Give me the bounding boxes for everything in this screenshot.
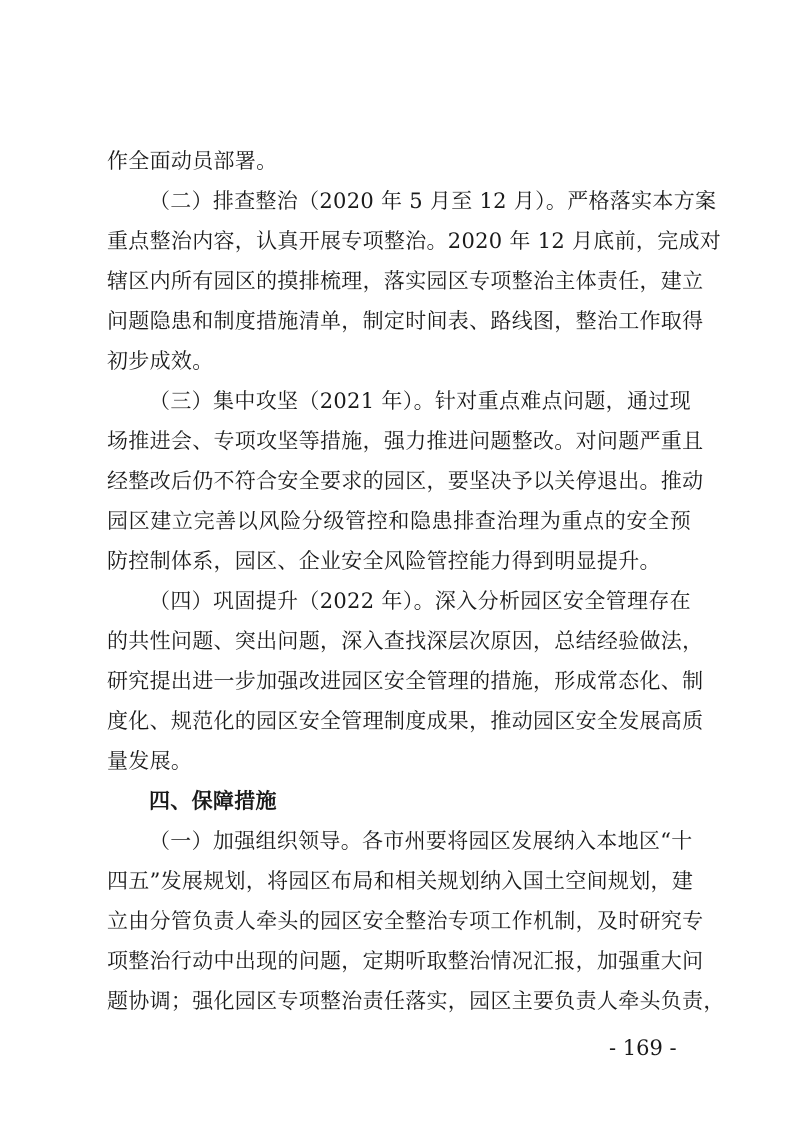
paragraph-line: 防控制体系，园区、企业安全风险管控能力得到明显提升。 — [107, 549, 661, 573]
page-number: - 169 - — [609, 1036, 677, 1060]
paragraph-line: 四五”发展规划，将园区布局和相关规划纳入国土空间规划，建 — [107, 869, 694, 893]
paragraph-line: 初步成效。 — [107, 349, 214, 373]
paragraph-line: 辖区内所有园区的摸排梳理，落实园区专项整治主体责任，建立 — [107, 269, 704, 293]
paragraph-line: 园区建立完善以风险分级管控和隐患排查治理为重点的安全预 — [107, 509, 691, 533]
paragraph-line: 立由分管负责人牵头的园区安全整治专项工作机制，及时研究专 — [107, 909, 704, 933]
paragraph-line: 的共性问题、突出问题，深入查找深层次原因，总结经验做法， — [107, 629, 704, 653]
paragraph-line: 研究提出进一步加强改进园区安全管理的措施，形成常态化、制 — [107, 669, 704, 693]
paragraph-line: 项整治行动中出现的问题，定期听取整治情况汇报，加强重大问 — [107, 949, 704, 973]
section-2-title-line: （二）排查整治（2020 年 5 月至 12 月）。严格落实本方案 — [149, 189, 717, 213]
section-heading: 四、保障措施 — [149, 789, 277, 813]
paragraph-line: 重点整治内容，认真开展专项整治。2020 年 12 月底前，完成对 — [107, 229, 722, 253]
paragraph-line: 题协调；强化园区专项整治责任落实，园区主要负责人牵头负责， — [107, 989, 725, 1013]
section-4-title-line: （四）巩固提升（2022 年）。深入分析园区安全管理存在 — [149, 589, 691, 613]
paragraph-line: 度化、规范化的园区安全管理制度成果，推动园区安全发展高质 — [107, 709, 704, 733]
paragraph-line: 经整改后仍不符合安全要求的园区，要坚决予以关停退出。推动 — [107, 469, 704, 493]
subsection-title-line: （一）加强组织领导。各市州要将园区发展纳入本地区“十 — [149, 829, 693, 853]
section-3-title-line: （三）集中攻坚（2021 年）。针对重点难点问题，通过现 — [149, 389, 691, 413]
paragraph-line: 场推进会、专项攻坚等措施，强力推进问题整改。对问题严重且 — [107, 429, 704, 453]
paragraph-line: 作全面动员部署。 — [107, 149, 278, 173]
paragraph-line: 量发展。 — [107, 749, 193, 773]
paragraph-line: 问题隐患和制度措施清单，制定时间表、路线图，整治工作取得 — [107, 309, 704, 333]
